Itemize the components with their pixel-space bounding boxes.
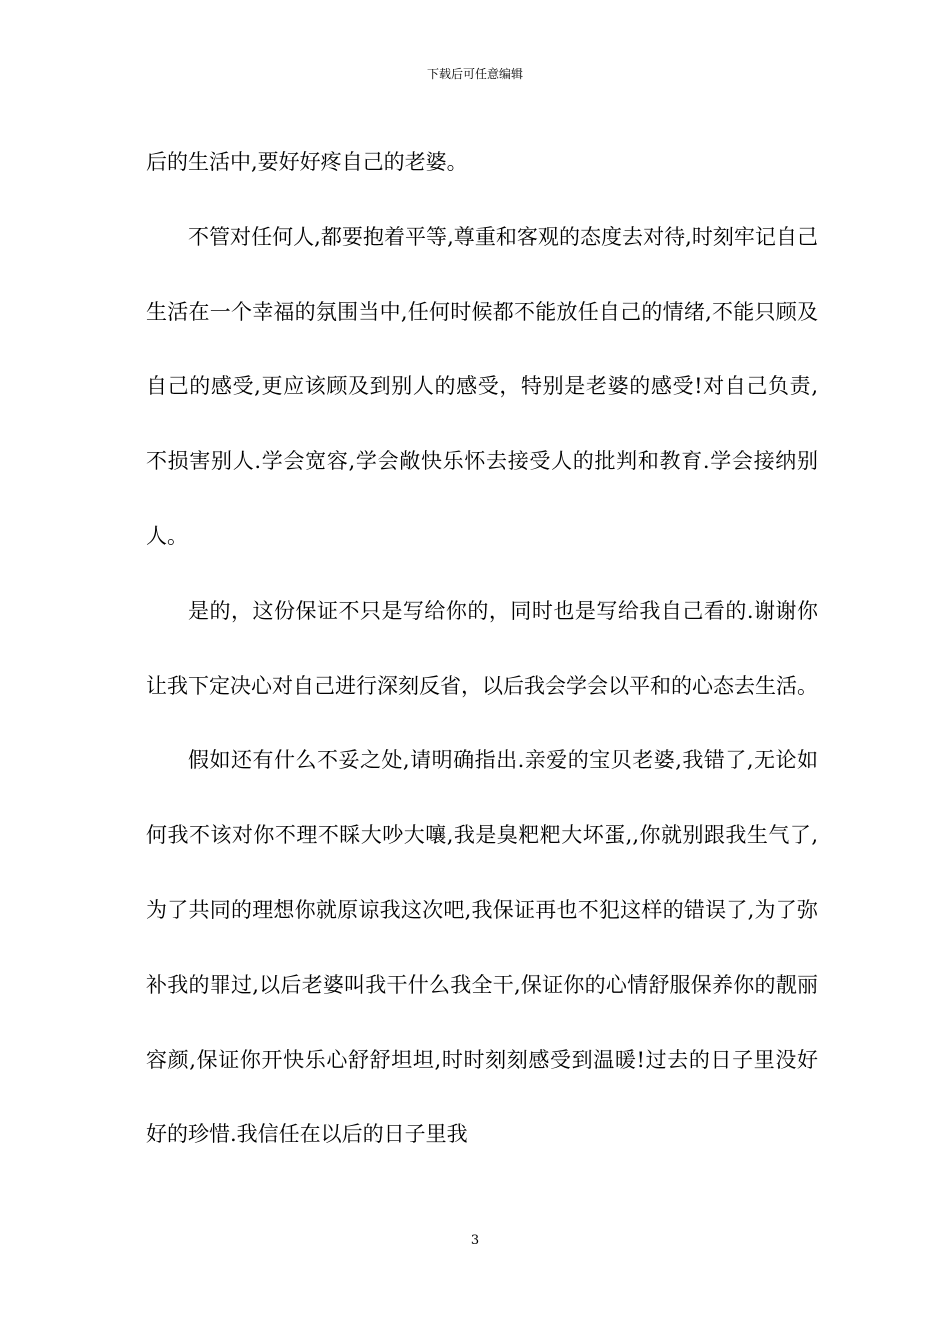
page-number: 3 xyxy=(470,1233,480,1248)
document-body xyxy=(146,125,818,1172)
paragraph: 假如还有什么不妥之处,请明确指出.亲爱的宝贝老婆,我错了,无论如何我不该对你不理不睬大吵大嚷,我是臭粑粑大坏蛋,,你就别跟我生气了,为了共同的理想你就原谅我这次吧,我保证再也不犯这样的错误了,为了弥补我的罪过,以后老婆叫我干什么我全干,保证你的心情舒服保养你的靓丽容颜,保证你开快乐心舒舒坦坦,时时刻刻感受到温暖!过去的日子里没好好的珍惜.我信任在以后的日子里我 xyxy=(146,748,818,1147)
page-header: 下载后可任意编辑 xyxy=(426,67,523,81)
paragraph: 不管对任何人,都要抱着平等,尊重和客观的态度去对待,时刻牢记自己生活在一个幸福的氛围当中,任何时候都不能放任自己的情绪,不能只顾及自己的感受,更应该顾及到别人的感受，特别是老婆的感受!对自己负责,不损害别人.学会宽容,学会敞快乐怀去接受人的批判和教育.学会接纳别人。 xyxy=(146,224,818,548)
paragraph-continuation: 后的生活中,要好好疼自己的老婆。 xyxy=(146,150,468,174)
paragraph: 是的，这份保证不只是写给你的，同时也是写给我自己看的.谢谢你让我下定决心对自己进行深刻反省，以后我会学会以平和的心态去生活。 xyxy=(146,598,818,698)
